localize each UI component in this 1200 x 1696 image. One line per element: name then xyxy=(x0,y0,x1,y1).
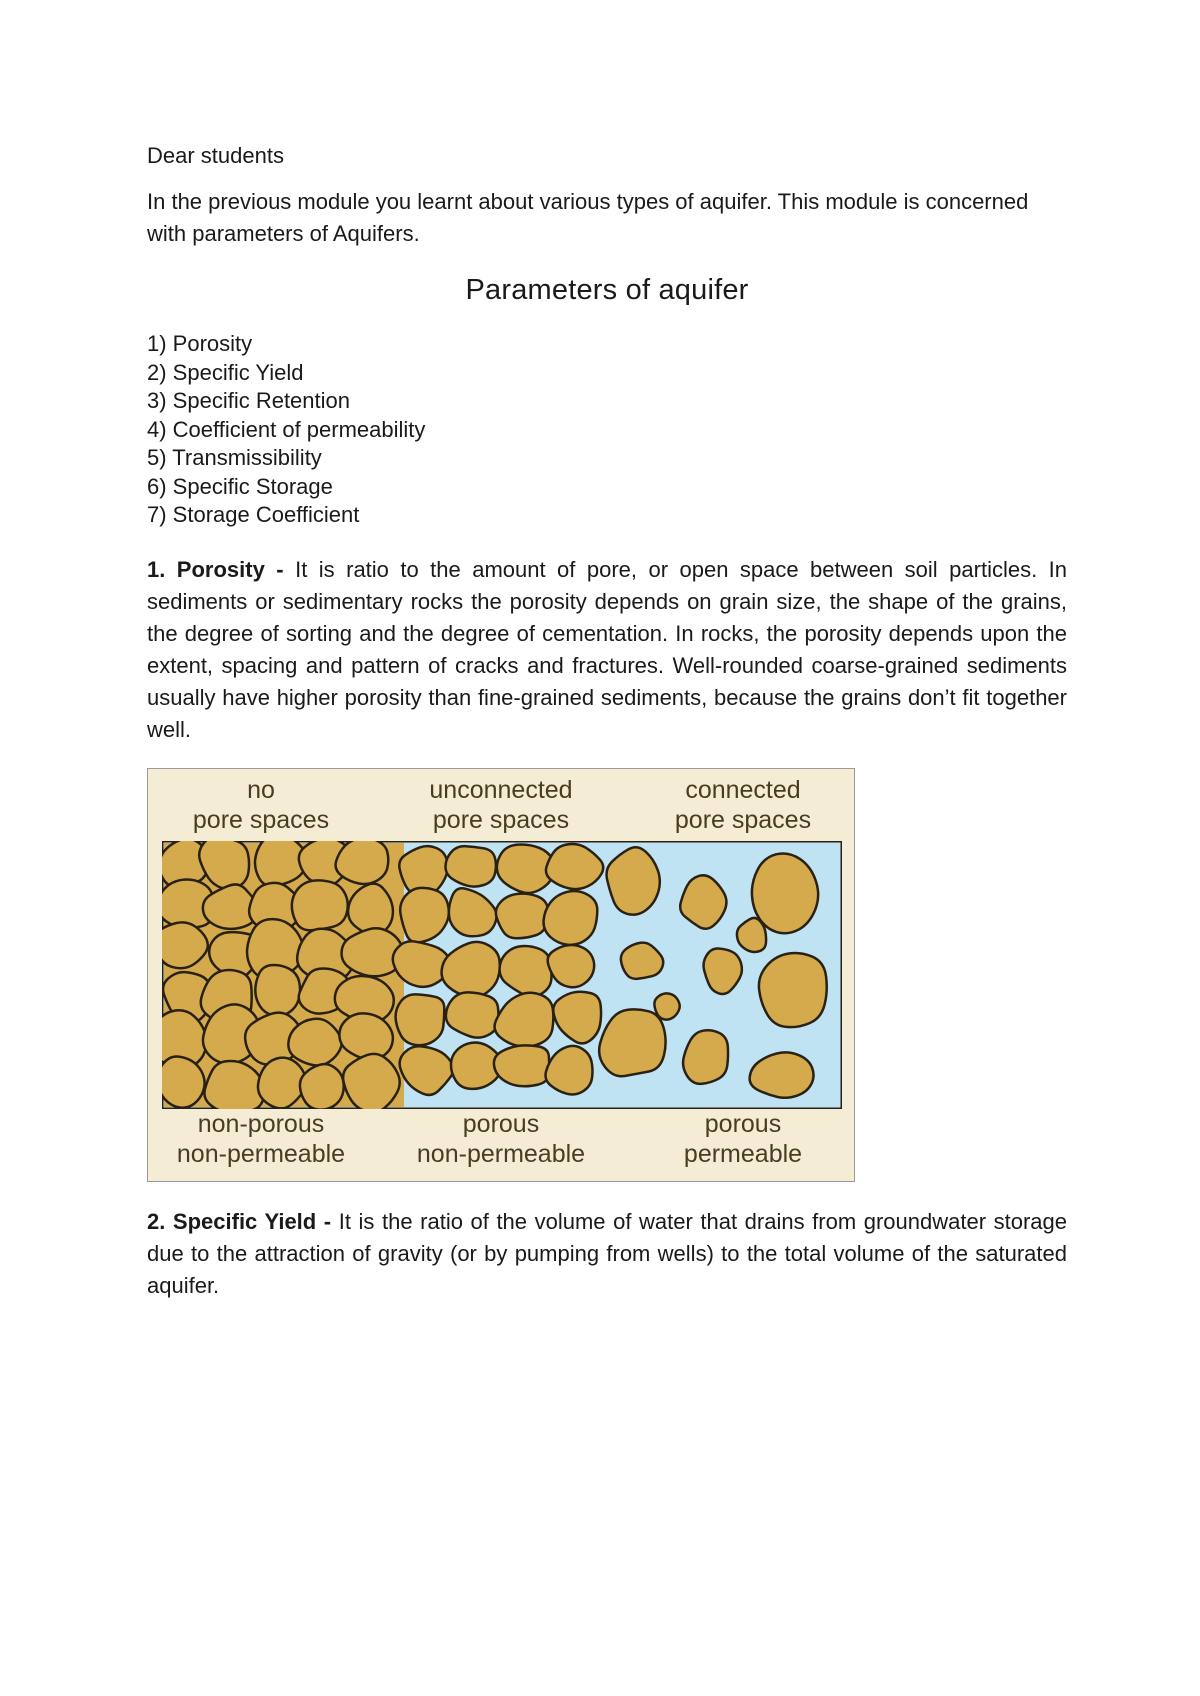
label-non-porous-non-permeable: non-porous non-permeable xyxy=(176,1109,346,1168)
intro-paragraph: In the previous module you learnt about various types of aquifer. This module is concerned with parameters of Aquifers. xyxy=(147,189,1029,246)
list-item: 6) Specific Storage xyxy=(147,473,333,499)
label-connected-pore-spaces: connected pore spaces xyxy=(674,775,812,834)
sediment-grain xyxy=(496,893,548,938)
sediment-grain xyxy=(445,846,495,886)
parameter-list xyxy=(147,330,1067,530)
porosity-text: It is ratio to the amount of pore, or open space between soil particles. In sediments or sedimentary rocks the porosity depends on grain size, the shape of the grains, the degree of sorting and the degree of cementation. In rocks, the porosity depends upon the extent, spacing and pattern of cracks and fractures. Well-rounded coarse-grained sediments usually have higher porosity than fine-grained sediments, because the grains don’t fit together well. xyxy=(147,556,1067,742)
sediment-grain xyxy=(494,1045,549,1086)
label-porous-permeable: porous permeable xyxy=(683,1109,803,1168)
sediment-grains-illustration xyxy=(162,841,842,1109)
list-item: 4) Coefficient of permeability xyxy=(147,416,426,442)
label-unconnected-pore-spaces: unconnected pore spaces xyxy=(429,775,573,834)
specific-yield-text: It is the ratio of the volume of water that drains from groundwater storage due to the attraction of gravity (or by pumping from wells) to the total volume of the saturated aquifer. xyxy=(147,1208,1067,1298)
sediment-grain xyxy=(292,880,348,930)
porosity-section xyxy=(147,554,1067,746)
sediment-grain xyxy=(255,965,300,1016)
document-page xyxy=(147,140,1067,1302)
list-item: 3) Specific Retention xyxy=(147,388,350,413)
porosity-figure xyxy=(147,768,855,1182)
sediment-grain xyxy=(759,953,827,1027)
porosity-heading: 1. Porosity - xyxy=(147,556,284,582)
label-no-pore-spaces: no pore spaces xyxy=(192,775,330,834)
list-item: 2) Specific Yield xyxy=(147,359,304,385)
sediment-grain xyxy=(288,1018,341,1065)
list-item: 1) Porosity xyxy=(147,331,253,356)
specific-yield-section xyxy=(147,1206,1067,1302)
page-title: Parameters of aquifer xyxy=(465,274,749,306)
list-item: 7) Storage Coefficient xyxy=(147,502,360,527)
specific-yield-heading: 2. Specific Yield - xyxy=(147,1208,332,1234)
sediment-grain xyxy=(336,841,389,884)
sediment-grain xyxy=(396,994,445,1045)
sediment-grain xyxy=(300,1064,344,1109)
greeting: Dear students xyxy=(147,143,284,168)
list-item: 5) Transmissibility xyxy=(147,445,322,470)
sediment-grain xyxy=(654,993,679,1019)
sediment-grain xyxy=(343,1053,400,1108)
label-porous-non-permeable: porous non-permeable xyxy=(416,1109,586,1168)
